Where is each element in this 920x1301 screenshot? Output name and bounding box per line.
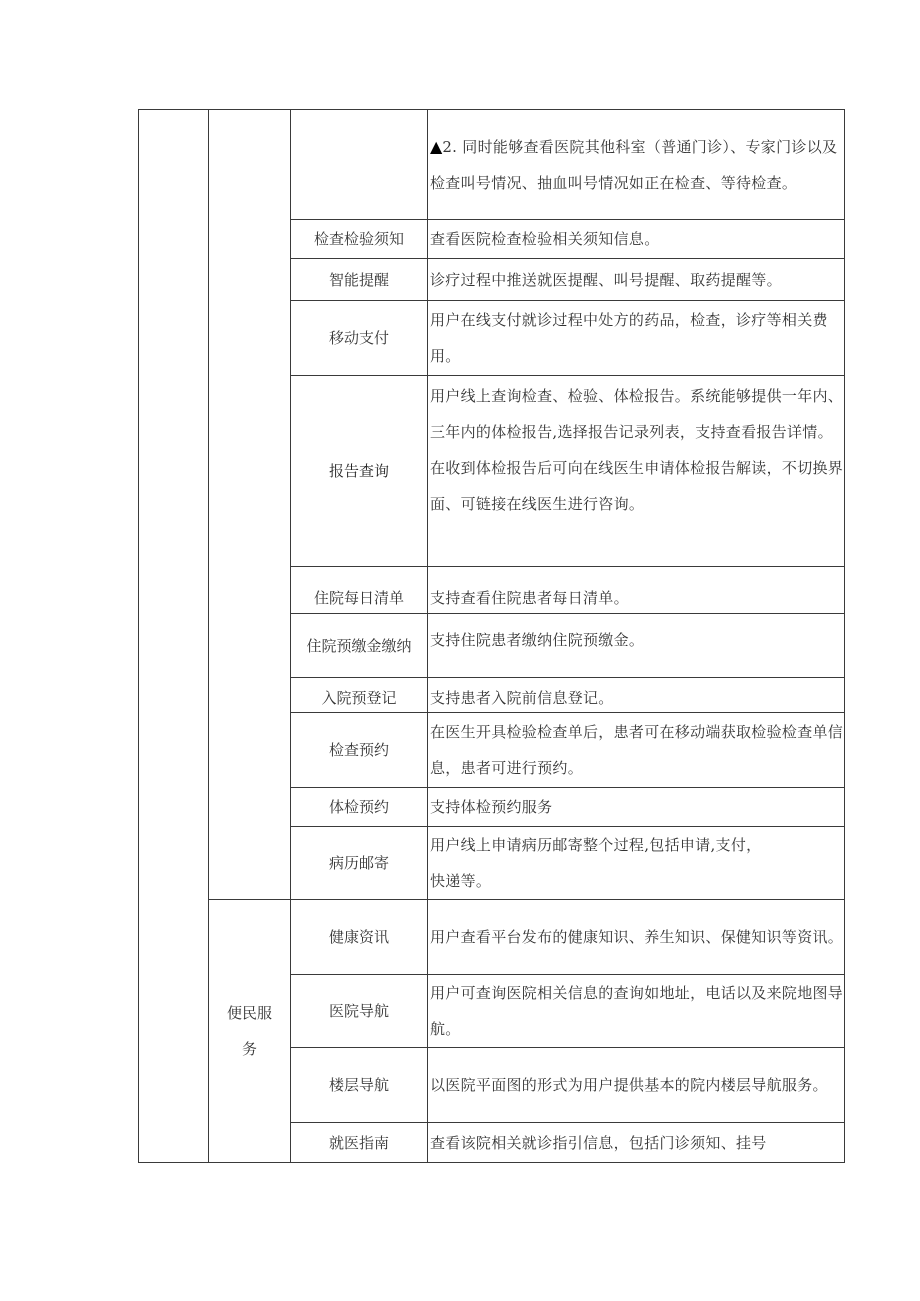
description-cell: 以医院平面图的形式为用户提供基本的院内楼层导航服务。 xyxy=(428,1048,845,1123)
feature-cell: 病历邮寄 xyxy=(291,827,428,900)
category-cell xyxy=(139,110,209,1163)
feature-cell: 就医指南 xyxy=(291,1123,428,1163)
feature-cell: 住院预缴金缴纳 xyxy=(291,614,428,678)
feature-cell: 检查预约 xyxy=(291,713,428,788)
description-cell: 诊疗过程中推送就医提醒、叫号提醒、取药提醒等。 xyxy=(428,259,845,301)
subcategory-label: 便民服 务 xyxy=(226,1004,272,1058)
description-cell: ▲2. 同时能够查看医院其他科室（普通门诊）、专家门诊以及检查叫号情况、抽血叫号情况如正在检查、等待检查。 xyxy=(428,110,845,220)
description-cell: 支持体检预约服务 xyxy=(428,788,845,827)
table-row xyxy=(139,900,845,975)
description-cell: 用户线上查询检查、检验、体检报告。系统能够提供一年内、三年内的体检报告,选择报告记录列表，支持查看报告详情。在收到体检报告后可向在线医生申请体检报告解读，不切换界面、可链接在线医生进行咨询。 xyxy=(428,376,845,567)
feature-spec-table xyxy=(138,109,845,1163)
subcategory-cell xyxy=(209,110,291,900)
feature-cell: 报告查询 xyxy=(291,376,428,567)
description-cell: 支持患者入院前信息登记。 xyxy=(428,678,845,713)
description-cell: 用户可查询医院相关信息的查询如地址，电话以及来院地图导航。 xyxy=(428,975,845,1048)
description-cell: 用户线上申请病历邮寄整个过程,包括申请,支付， 快递等。 xyxy=(428,827,845,900)
description-cell: 用户查看平台发布的健康知识、养生知识、保健知识等资讯。 xyxy=(428,900,845,975)
description-cell: 支持查看住院患者每日清单。 xyxy=(428,567,845,614)
triangle-marker-icon: ▲ xyxy=(430,136,443,156)
description-cell: 查看该院相关就诊指引信息，包括门诊须知、挂号 xyxy=(428,1123,845,1163)
feature-cell: 住院每日清单 xyxy=(291,567,428,614)
description-cell: 支持住院患者缴纳住院预缴金。 xyxy=(428,614,845,678)
feature-cell: 楼层导航 xyxy=(291,1048,428,1123)
feature-cell xyxy=(291,110,428,220)
feature-cell: 智能提醒 xyxy=(291,259,428,301)
feature-cell: 入院预登记 xyxy=(291,678,428,713)
feature-cell: 健康资讯 xyxy=(291,900,428,975)
feature-cell: 移动支付 xyxy=(291,301,428,376)
subcategory-cell-convenience xyxy=(209,900,291,1163)
description-cell: 在医生开具检验检查单后，患者可在移动端获取检验检查单信息，患者可进行预约。 xyxy=(428,713,845,788)
feature-cell: 体检预约 xyxy=(291,788,428,827)
feature-cell: 检查检验须知 xyxy=(291,220,428,259)
description-cell: 用户在线支付就诊过程中处方的药品，检查，诊疗等相关费用。 xyxy=(428,301,845,376)
feature-cell: 医院导航 xyxy=(291,975,428,1048)
description-cell: 查看医院检查检验相关须知信息。 xyxy=(428,220,845,259)
table-row xyxy=(139,110,845,220)
